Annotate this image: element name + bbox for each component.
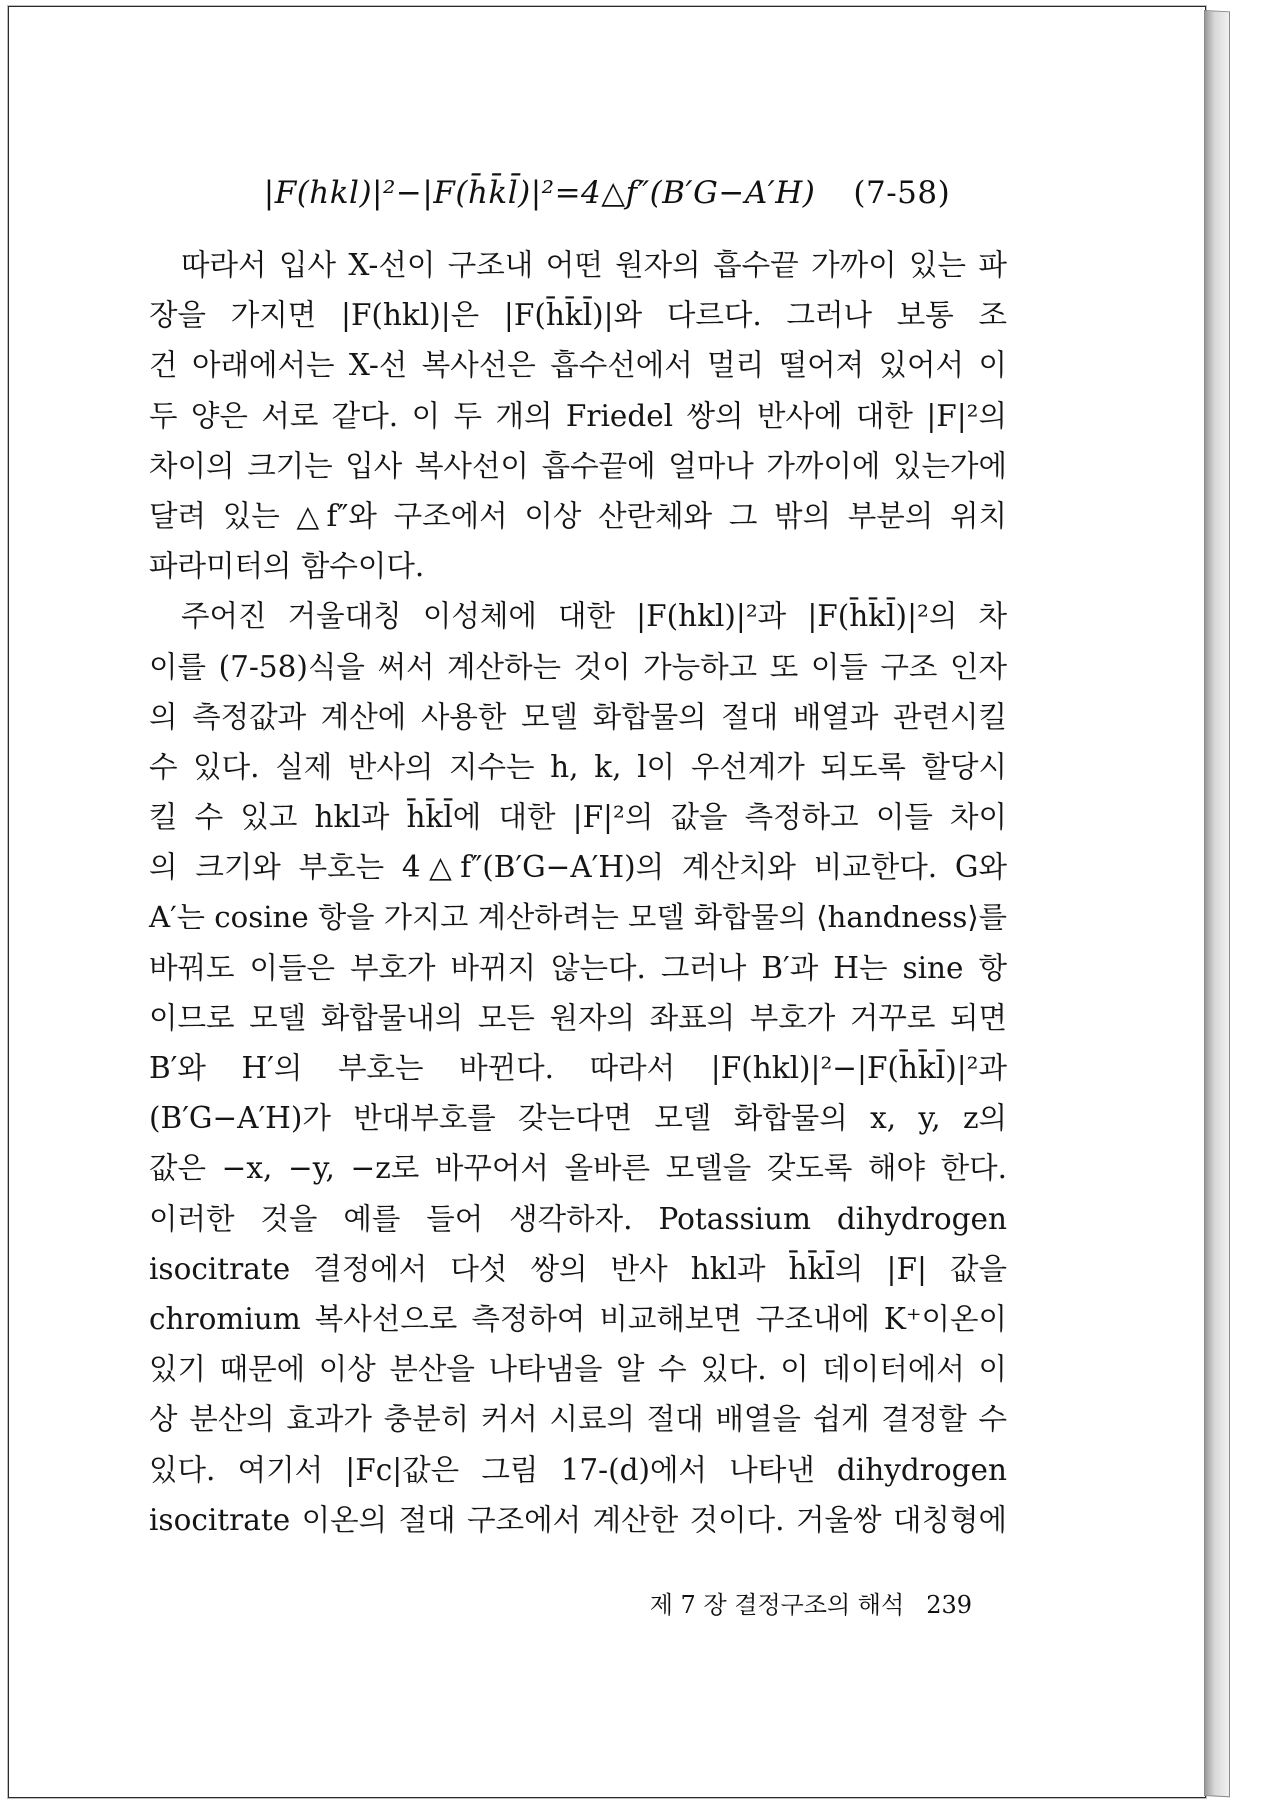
text-line: 킬 수 있고 hkl과 h̄k̄l̄에 대한 |F|²의 값을 측정하고 이들 차이 — [149, 800, 1007, 835]
text-line: 건 아래에서는 X-선 복사선은 흡수선에서 멀리 떨어져 있어서 이 — [149, 348, 1007, 383]
text-line: 달려 있는 △f″와 구조에서 이상 산란체와 그 밖의 부분의 위치 — [149, 498, 1007, 533]
text-line: 따라서 입사 X-선이 구조내 어떤 원자의 흡수끝 가까이 있는 파 — [181, 248, 1007, 282]
text-line: 있다. 여기서 |Fc|값은 그림 17-(d)에서 나타낸 dihydrogen — [149, 1452, 1007, 1487]
text-line: 의 측정값과 계산에 사용한 모델 화합물의 절대 배열과 관련시킬 — [149, 699, 1007, 734]
text-line: 차이의 크기는 입사 복사선이 흡수끝에 얼마나 가까이에 있는가에 — [149, 448, 1007, 483]
text-line: isocitrate 결정에서 다섯 쌍의 반사 hkl과 h̄k̄l̄의 |F| 값을 — [149, 1251, 1007, 1286]
text-line: isocitrate 이온의 절대 구조에서 계산한 것이다. 거울쌍 대칭형에 — [149, 1502, 1007, 1537]
text-line: chromium 복사선으로 측정하여 비교해보면 구조내에 K⁺이온이 — [149, 1301, 1007, 1336]
text-line: (B′G−A′H)가 반대부호를 갖는다면 모델 화합물의 x, y, z의 — [149, 1101, 1007, 1136]
page-footer — [9, 1585, 972, 1620]
paragraph-1 — [149, 240, 1007, 591]
text-line: 값은 −x, −y, −z로 바꾸어서 올바른 모델을 갖도록 해야 한다. — [149, 1151, 1008, 1186]
text-line: B′와 H′의 부호는 바뀐다. 따라서 |F(hkl)|²−|F(h̄k̄l̄)|²과 — [149, 1051, 1007, 1085]
text-line: 두 양은 서로 같다. 이 두 개의 Friedel 쌍의 반사에 대한 |F|²의 — [149, 398, 1007, 433]
text-line: 의 크기와 부호는 4△f″(B′G−A′H)의 계산치와 비교한다. G와 — [149, 850, 1007, 885]
body-text — [149, 240, 1007, 1545]
text-line: 있기 때문에 이상 분산을 나타냄을 알 수 있다. 이 데이터에서 이 — [149, 1352, 1007, 1387]
text-line: 이므로 모델 화합물내의 모든 원자의 좌표의 부호가 거꾸로 되면 — [149, 1000, 1007, 1035]
text-line: A′는 cosine 항을 가지고 계산하려는 모델 화합물의 ⟨handness⟩를 — [149, 900, 1007, 935]
paragraph-2 — [149, 591, 1007, 1545]
text-line: 이를 (7-58)식을 써서 계산하는 것이 가능하고 또 이들 구조 인자 — [149, 649, 1007, 684]
text-line: 바꿔도 이들은 부호가 바뀌지 않는다. 그러나 B′과 H는 sine 항 — [149, 950, 1007, 985]
text-line: 이러한 것을 예를 들어 생각하자. Potassium dihydrogen — [149, 1201, 1007, 1236]
text-line: 주어진 거울대칭 이성체에 대한 |F(hkl)|²과 |F(h̄k̄l̄)|²의 차 — [181, 599, 1007, 634]
page-stack-edge — [1204, 10, 1230, 1797]
text-line: 수 있다. 실제 반사의 지수는 h, k, l이 우선계가 되도록 할당시 — [149, 749, 1007, 784]
equation-expression: |F(hkl)|²−|F(h̄k̄l̄)|²=4△f″(B′G−A′H) — [263, 175, 816, 211]
equation-7-58 — [9, 175, 1205, 211]
book-page — [8, 6, 1206, 1798]
page-number: 239 — [926, 1591, 972, 1619]
chapter-title: 제 7 장 결정구조의 해석 — [649, 1591, 905, 1619]
text-line: 장을 가지면 |F(hkl)|은 |F(h̄k̄l̄)|와 다르다. 그러나 보통 조 — [149, 298, 1007, 333]
text-line: 상 분산의 효과가 충분히 커서 시료의 절대 배열을 쉽게 결정할 수 — [149, 1402, 1007, 1437]
text-line: 파라미터의 함수이다. — [149, 549, 425, 584]
equation-number: (7-58) — [853, 175, 951, 211]
